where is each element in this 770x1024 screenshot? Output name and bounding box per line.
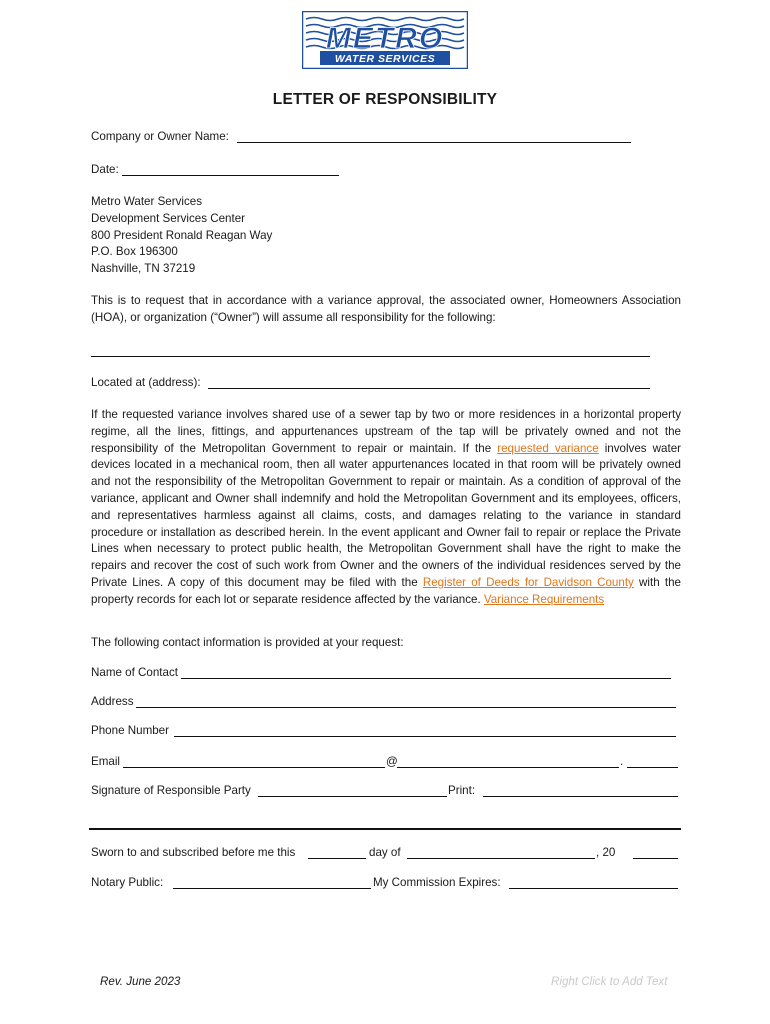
- requested-variance-link[interactable]: requested variance: [497, 441, 599, 455]
- logo-word: METRO: [325, 22, 445, 55]
- register-of-deeds-link[interactable]: Register of Deeds for Davidson County: [422, 575, 634, 589]
- revision-date: Rev. June 2023: [100, 975, 181, 988]
- signature-label: Signature of Responsible Party: [91, 784, 251, 797]
- variance-requirements-link[interactable]: Variance Requirements: [483, 592, 605, 606]
- email-domain-field[interactable]: [397, 767, 619, 768]
- print-label: Print:: [448, 784, 476, 797]
- email-user-field[interactable]: [123, 767, 385, 768]
- address-block: [91, 194, 272, 278]
- contact-address-field[interactable]: [136, 707, 676, 708]
- section-divider: [89, 828, 681, 830]
- company-name-label: Company or Owner Name:: [91, 130, 229, 143]
- address-line: Development Services Center: [91, 211, 246, 225]
- email-at-sign: @: [386, 755, 398, 768]
- add-text-hint[interactable]: Right Click to Add Text: [551, 975, 668, 988]
- notary-field[interactable]: [173, 888, 371, 889]
- signature-field[interactable]: [258, 796, 447, 797]
- contact-intro: The following contact information is provided at your request:: [91, 636, 404, 649]
- sworn-day-field[interactable]: [308, 858, 366, 859]
- commission-expires-label: My Commission Expires:: [373, 876, 501, 889]
- print-name-field[interactable]: [483, 796, 678, 797]
- sworn-month-field[interactable]: [407, 858, 595, 859]
- contact-address-label: Address: [91, 695, 134, 708]
- notary-label: Notary Public:: [91, 876, 164, 889]
- located-address-field[interactable]: [208, 388, 650, 389]
- phone-field[interactable]: [174, 736, 676, 737]
- commission-expires-field[interactable]: [509, 888, 678, 889]
- variance-paragraph: [91, 407, 681, 609]
- variance-text-2: involves water devices located in a mechanical room, then all water appurtenances located in that room will be privately owned and not the responsibility of the Metropolitan Government to repair or maintain. As a condition of approval of the variance, applicant and Owner shall indemnify and hold the Metropolitan Government and its employees, officers, and representatives harmless against all claims, costs, and damages relating to the variance in standard procedure or installation as described herein. In the event applicant and Owner fail to repair or replace the Private Lines when necessary to protect public health, the Metropolitan Government shall have the right to make the repairs and recover the cost of such work from Owner and the owners of the individual residences served by the Private Lines. A copy of this document may be filed with the: [91, 441, 681, 589]
- address-line: Metro Water Services: [91, 195, 203, 208]
- date-field[interactable]: [122, 175, 339, 176]
- variance-text-3: with the property records for each lot or separate residence affected by the variance.: [91, 575, 681, 606]
- variance-text-1: If the requested variance involves shared use of a sewer tap by two or more residences in a horizontal property regime, all the lines, fittings, and appurtenances upstream of the tap will be privately owned and not the responsibility of the Metropolitan Government to repair or maintain. If the: [91, 408, 681, 455]
- address-line: 800 President Ronald Reagan Way: [91, 228, 273, 242]
- sworn-year-field[interactable]: [633, 858, 678, 859]
- sworn-label: Sworn to and subscribed before me this: [91, 846, 296, 859]
- contact-name-field[interactable]: [181, 678, 671, 679]
- email-label: Email: [91, 755, 120, 768]
- request-paragraph: This is to request that in accordance with a variance approval, the associated owner, Homeowners Association (HOA), or organization (“Owner”) will assume all responsibility for the following:: [91, 294, 681, 324]
- page-title: LETTER OF RESPONSIBILITY: [272, 91, 498, 108]
- email-dot: .: [620, 755, 624, 768]
- date-label: Date:: [91, 163, 119, 176]
- sworn-year-label: , 20: [596, 846, 616, 859]
- located-label: Located at (address):: [91, 376, 201, 389]
- address-line: P.O. Box 196300: [91, 245, 178, 259]
- sworn-day-of-label: day of: [369, 846, 401, 859]
- logo-subtitle: WATER SERVICES: [334, 53, 436, 65]
- metro-water-services-logo: [302, 11, 468, 69]
- responsibility-field[interactable]: [91, 356, 650, 357]
- contact-name-label: Name of Contact: [91, 666, 178, 679]
- company-name-field[interactable]: [237, 142, 631, 143]
- email-tld-field[interactable]: [627, 767, 678, 768]
- phone-label: Phone Number: [91, 724, 169, 737]
- address-line: Nashville, TN 37219: [91, 262, 196, 276]
